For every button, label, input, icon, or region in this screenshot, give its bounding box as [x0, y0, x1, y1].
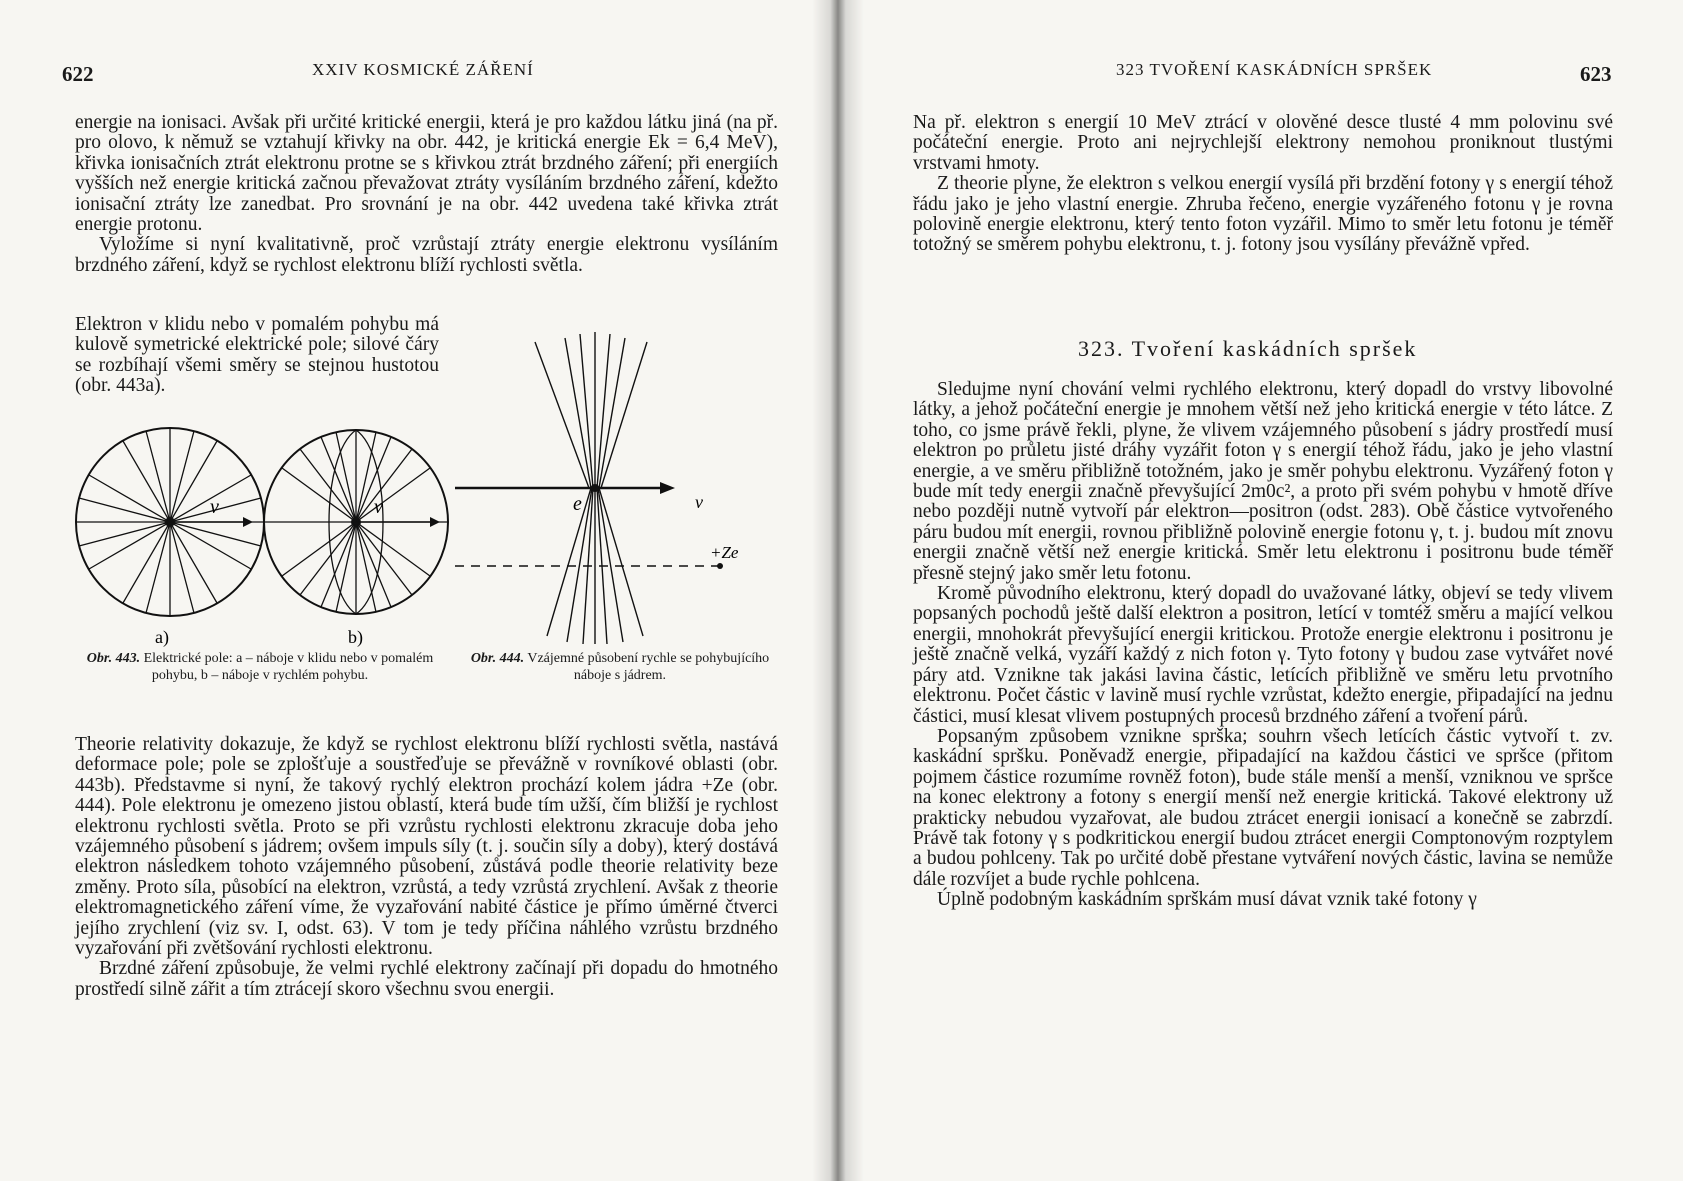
label-v: v: [374, 496, 383, 518]
text-block-top: [75, 113, 778, 276]
caption-lead: Obr. 444.: [470, 651, 525, 666]
paragraph: Theorie relativity dokazuje, že když se rychlost elektronu blíží rychlosti světla, nastává deformace pole; pole se zplošťuje a soustřeďuje se převážně v rovníkové oblasti (obr. 443b). Představme si nyní, že takový rychlý elektron prochází kolem jádra +Ze (obr. 444). Pole elektronu je omezeno jistou oblastí, která bude tím užší, čím bližší je rychlost elektronu rychlosti světla. Proto se při vzrůstu rychlosti elektronu zkracuje doba jeho vzájemného působení s jádrem; ovšem impuls síly (t. j. součin síly a doby), který dostává elektron následkem tohoto vzájemného působení, zůstává podle theorie relativity beze změny. Proto síla, působící na elektron, vzrůstá, a tedy vzrůstá zrychlení. Avšak z theorie elektromagnetického záření víme, že vyzařování nabité částice je přímo úměrné čtverci jejího zrychlení (viz sv. I, odst. 63). V tom je tedy příčina náhlého vzrůstu brzdného vyzařování při zvětšování rychlosti elektronu.: [75, 734, 778, 960]
paragraph: Úplně podobným kaskádním sprškám musí dávat vznik také fotony γ: [937, 889, 1477, 911]
text-block-narrow: [75, 315, 439, 397]
label-v: v: [210, 496, 219, 518]
caption-text: Elektrické pole: a – náboje v klidu nebo v pomalém pohybu, b – náboje v rychlém pohybu.: [143, 651, 434, 683]
paragraph: Brzdné záření způsobuje, že velmi rychlé elektrony začínají při dopadu do hmotného prostředí silně zářit a tím ztrácejí skoro všechnu svou energii.: [75, 958, 778, 1000]
page-number: 623: [1580, 62, 1612, 86]
caption-lead: Obr. 443.: [86, 651, 141, 666]
label-b: b): [348, 627, 363, 647]
book-gutter-shadow: [812, 0, 864, 1181]
label-plus-ze: +Ze: [710, 543, 739, 562]
label-v: v: [695, 492, 703, 512]
running-header: 323 TVOŘENÍ KASKÁDNÍCH SPRŠEK: [1116, 60, 1433, 79]
left-page: [0, 0, 838, 1181]
text-block-bottom: [75, 735, 778, 1000]
paragraph: energie na ionisaci. Avšak při určité kritické energii, která je pro každou látku jiná (na př. pro olovo, k němuž se vztahují křivky na obr. 442, je kritická energie Ek = 6,4 MeV), křivka ionisačních ztrát elektronu protne se s křivkou ztrát brzdného záření; při energiích vyšších než energie kritická začnou převažovat ztráty vysíláním brzdného záření, kdežto ionisační ztráty lze zanedbat. Pro srovnání je na obr. 442 uvedena také křivka ztrát energie protonu.: [75, 112, 778, 236]
running-header: XXIV KOSMICKÉ ZÁŘENÍ: [312, 60, 534, 79]
figure-444-caption: [460, 650, 780, 684]
figure-443-caption: [70, 650, 450, 684]
caption-text: Vzájemné působení rychle se pohybujícího náboje s jádrem.: [527, 651, 770, 683]
paragraph: Popsaným způsobem vznikne sprška; souhrn všech letících částic vytvoří t. zv. kaskádní spršku. Poněvadž energie, připadající na každou částici ve spršce (přitom pojmem částice rozumíme rovněž foton), bude stále menší a menší, vzniknou ve spršce na konec elektrony a fotony s energií menší než energie kritická. Takové elektrony už prakticky nebudou vyzařovat, ale budou ztrácet energii ionisací a konečně se zabrzdí. Právě tak fotony γ s podkritickou energií budou ztrácet energii Comptonovým rozptylem a budou pohlceny. Tak po určité době přestane vytváření nových částic, lavina se nemůže dále rozvíjet a bude rychle pohlcena.: [913, 725, 1613, 890]
paragraph: Kromě původního elektronu, který dopadl do uvažované látky, objeví se tedy vlivem popsaných pochodů ještě další elektron a positron, letící v tomtéž směru a mající velkou energii, mnohokrát převyšující energii kritickou. Protože energie elektronu i positronu je ještě značně velká, vyzáří každý z nich foton γ. Tyto fotony γ budou zase vytvářet nové páry atd. Vznikne tak jakási lavina částic, letících přibližně ve směru letu prvotního elektronu. Počet částic v lavině musí rychle vzrůstat, kdežto energie, připadající na jednu částici, musí klesat vlivem postupných procesů brzdného záření a tvoření párů.: [913, 583, 1613, 727]
text-block-bottom: [913, 380, 1613, 911]
paragraph: Z theorie plyne, že elektron s velkou energií vysílá při brzdění fotony γ s energií téhož řádu jako je jeho vlastní energie. Zhruba řečeno, energie vyzářeného fotonu γ je rovna polovině energie elektronu, který tento foton vyzářil. Mimo to směr letu fotonu je téměř totožný se směrem pohybu elektronu, t. j. fotony jsou vysílány převážně vpřed.: [913, 173, 1613, 256]
section-title: 323. Tvoření kaskádních spršek: [1078, 336, 1418, 361]
paragraph: Sledujme nyní chování velmi rychlého elektronu, který dopadl do vrstvy libovolné látky, a jehož počáteční energie je mnohem větší než jeho kritická energie v této látce. Z toho, co jsme právě řekli, plyne, že vlivem vzájemného působení s jádry prostředí musí elektron po průletu jisté dráhy vyzářit foton γ s energií téhož řádu, jako je jeho vlastní energie, a ve směru přibližně totožném, jako je směr pohybu elektronu. Vyzářený foton γ bude mít tedy energii značně převyšující 2m0c², a proto při svém pohybu v hmotě dříve nebo později nutně vytvoří pár elektron—positron (odst. 283). Obě částice vytvořeného páru budou mít energii, rovnou přibližně polovině energie fotonu γ, t. j. budou mít znovu energii značně větší než energie kritická. Směr letu elektronu i positronu bude téměř přesně stejný jako směr letu fotonu.: [913, 379, 1613, 584]
paragraph: Elektron v klidu nebo v pomalém pohybu má kulově symetrické elektrické pole; silové čáry se rozbíhají všemi směry se stejnou hustotou (obr. 443a).: [75, 314, 439, 397]
page-number: 622: [62, 62, 94, 86]
label-e: e: [573, 493, 582, 515]
label-a: a): [155, 627, 169, 647]
paragraph: Na př. elektron s energií 10 MeV ztrácí v olověné desce tlusté 4 mm polovinu své počáteční energie. Proto ani nejrychlejší elektrony nemohou proniknout tlustými vrstvami hmoty.: [913, 112, 1613, 174]
figure-443-field-diagram: [70, 425, 450, 647]
paragraph: Vyložíme si nyní kvalitativně, proč vzrůstají ztráty energie elektronu vysíláním brzdného záření, když se rychlost elektronu blíží rychlosti světla.: [75, 234, 778, 276]
figure-444-interaction-diagram: [455, 330, 795, 650]
text-block-top: [913, 113, 1613, 256]
